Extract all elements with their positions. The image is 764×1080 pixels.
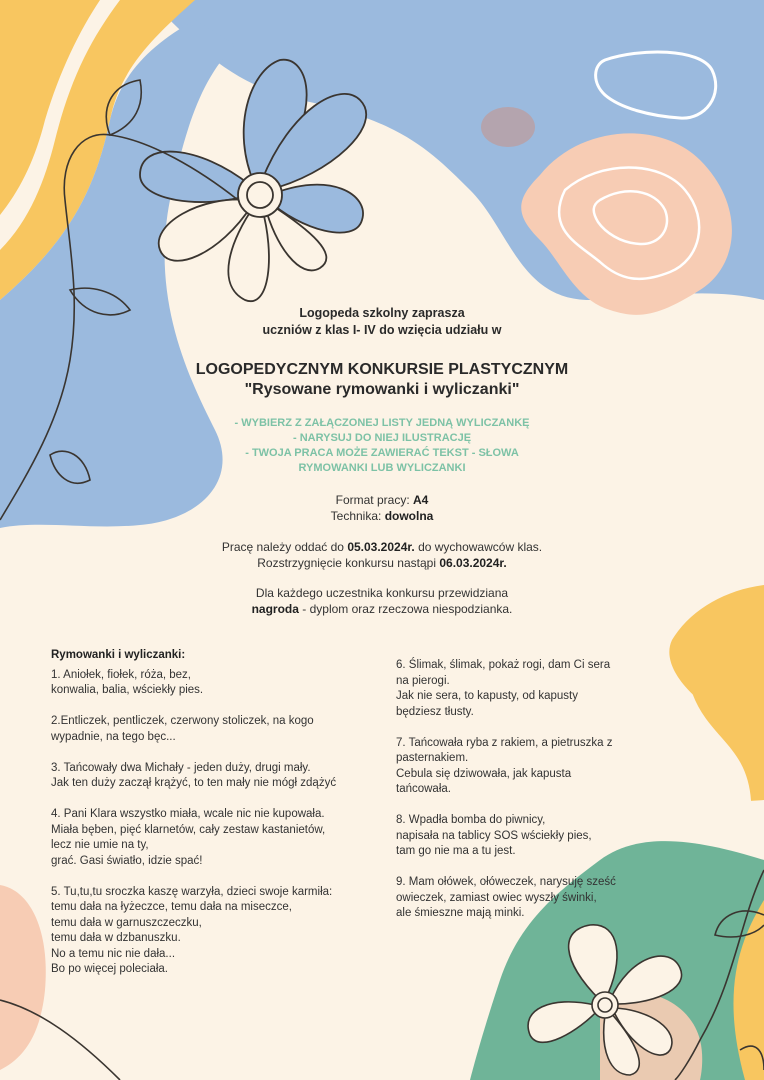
format-technique	[0, 492, 764, 524]
rhyme-7: 7. Tańcowała ryba z rakiem, a pietruszka z pasternakiem. Cebula się dziwowała, jak kapusta tańcowała.	[396, 736, 613, 795]
title-line-2: "Rysowane rymowanki i wyliczanki"	[244, 381, 520, 398]
technique-label: Technika:	[330, 509, 382, 523]
intro-line-1: Logopeda szkolny zaprasza	[299, 306, 465, 320]
task-item: - WYBIERZ Z ZAŁĄCZONEJ LISTY JEDNĄ WYLICZANKĘ	[234, 417, 530, 429]
prize-info	[0, 585, 764, 617]
prize-line-2	[0, 601, 764, 617]
prize-bold: nagroda	[251, 602, 299, 616]
rhyme-1: 1. Aniołek, fiołek, róża, bez, konwalia, balia, wściekły pies.	[51, 668, 204, 696]
results-line	[0, 555, 764, 571]
task-item: RYMOWANKI LUB WYLICZANKI	[298, 462, 466, 474]
mauve-blob	[481, 107, 535, 147]
rhyme-4: 4. Pani Klara wszystko miała, wcale nic nie kupowała. Miała bęben, pięć klarnetów, cały zestaw kastanietów, lecz nie umie na ty, grać. Gasi światło, idzie spać!	[51, 808, 326, 867]
deadline-date: 05.03.2024r.	[347, 540, 415, 554]
task-item: - NARYSUJ DO NIEJ ILUSTRACJĘ	[292, 432, 472, 444]
peach-shape-bottom-left	[0, 885, 46, 1070]
technique-value: dowolna	[384, 509, 434, 523]
deadline-line	[0, 539, 764, 555]
format-line	[0, 492, 764, 508]
intro-line-2: uczniów z klas I- IV do wzięcia udziału w	[262, 323, 502, 337]
deadline-text: Pracę należy oddać do	[221, 540, 344, 554]
technique-line	[0, 508, 764, 524]
prize-rest: - dyplom oraz rzeczowa niespodzianka.	[302, 602, 513, 616]
rhyme-5: 5. Tu,tu,tu sroczka kaszę warzyła, dzieci swoje karmiła: temu dała na łyżeczce, temu dała na miseczce, temu dała w garnuszczeczku, temu dała w dzbanuszku. No a temu nic nie dała... Bo po więcej poleciała.	[51, 885, 333, 975]
rhymes-heading: Rymowanki i wyliczanki:	[51, 649, 186, 661]
intro-text	[0, 305, 764, 339]
rhyme-3: 3. Tańcowały dwa Michały - jeden duży, drugi mały. Jak ten duży zaczął krążyć, to ten mały nie mógł zdążyć	[51, 761, 337, 789]
results-text: Rozstrzygnięcie konkursu nastąpi	[257, 556, 436, 570]
rhyme-9: 9. Mam ołówek, ołóweczek, narysuję sześć owieczek, zamiast owiec wyszły świnki, ale śmieszne mają minki.	[396, 876, 616, 919]
format-label: Format pracy:	[335, 493, 410, 507]
contest-title	[0, 360, 764, 400]
results-date: 06.03.2024r.	[439, 556, 507, 570]
task-item: - TWOJA PRACA MOŻE ZAWIERAĆ TEKST - SŁOWA	[245, 447, 519, 459]
rhyme-8: 8. Wpadła bomba do piwnicy, napisała na tablicy SOS wściekły pies, tam go nie ma a tu jest.	[396, 814, 592, 857]
rhyme-2: 2.Entliczek, pentliczek, czerwony stoliczek, na kogo wypadnie, na tego bęc...	[51, 715, 314, 743]
rhymes-left-column	[51, 648, 391, 993]
prize-line-1: Dla każdego uczestnika konkursu przewidziana	[255, 586, 509, 600]
rhyme-6: 6. Ślimak, ślimak, pokaż rogi, dam Ci sera na pierogi. Jak nie sera, to kapusty, od kapusty będziesz tłusty.	[396, 659, 611, 718]
task-list	[0, 416, 764, 476]
rhymes-right-column	[396, 658, 656, 937]
format-value: A4	[413, 493, 429, 507]
title-line-1: LOGOPEDYCZNYM KONKURSIE PLASTYCZNYM	[195, 361, 569, 378]
deadline-text-after: do wychowawców klas.	[418, 540, 543, 554]
deadline-info	[0, 539, 764, 571]
